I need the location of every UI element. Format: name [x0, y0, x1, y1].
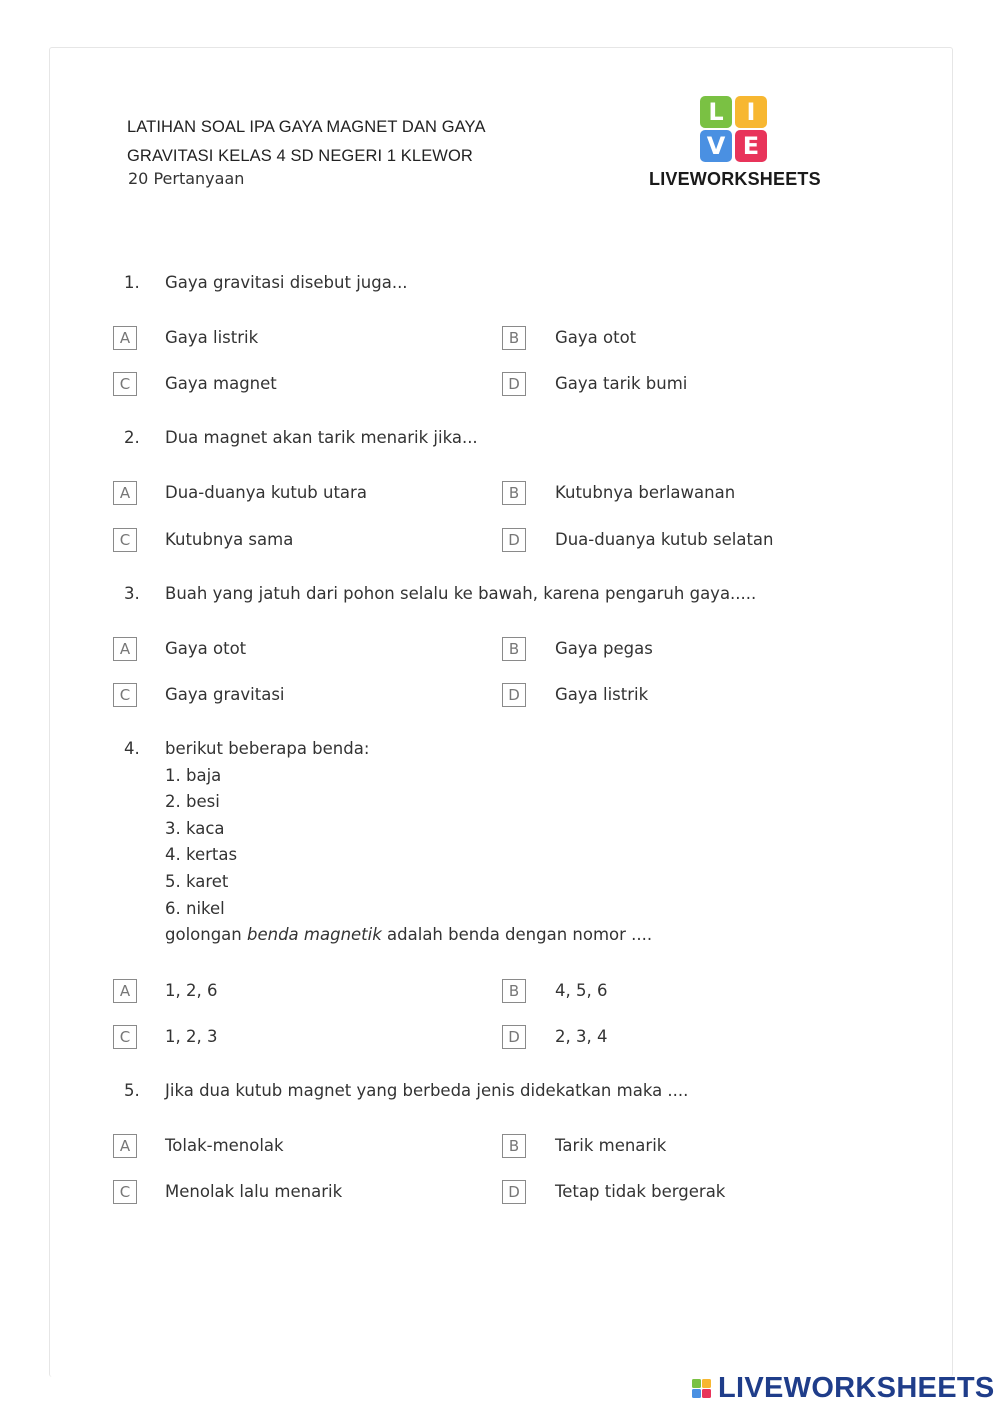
option-b-text[interactable]: Gaya otot — [555, 328, 637, 347]
question-line: 6. nikel — [165, 898, 225, 918]
option-c-text[interactable]: 1, 2, 3 — [165, 1027, 218, 1046]
option-d-text[interactable]: Tetap tidak bergerak — [555, 1182, 726, 1201]
option-d-text[interactable]: Gaya tarik bumi — [555, 374, 688, 393]
footer-brand-logo[interactable] — [692, 1372, 995, 1406]
question-line: 3. kaca — [165, 818, 225, 838]
question-line: 1. baja — [165, 765, 222, 785]
option-b-box[interactable]: B — [502, 637, 526, 661]
logo-tile-i: I — [735, 96, 767, 128]
text-segment: adalah benda dengan nomor .... — [381, 925, 653, 945]
option-b-text[interactable]: Kutubnya berlawanan — [555, 483, 736, 502]
worksheet-page — [49, 47, 953, 1377]
question-text: Jika dua kutub magnet yang berbeda jenis didekatkan maka .... — [165, 1081, 689, 1100]
question-number: 2. — [124, 428, 140, 447]
question-line-final — [165, 922, 652, 949]
question-number: 3. — [124, 584, 140, 603]
question-text: Buah yang jatuh dari pohon selalu ke bawah, karena pengaruh gaya..... — [165, 584, 757, 603]
question-line: 2. besi — [165, 792, 220, 812]
option-d-text[interactable]: Dua-duanya kutub selatan — [555, 530, 774, 549]
footer-logo-tile-icon — [692, 1389, 701, 1398]
option-a-text[interactable]: Tolak-menolak — [165, 1136, 284, 1155]
option-b-box[interactable]: B — [502, 979, 526, 1003]
option-a-box[interactable]: A — [113, 481, 137, 505]
option-a-box[interactable]: A — [113, 326, 137, 350]
option-d-box[interactable]: D — [502, 1025, 526, 1049]
option-d-box[interactable]: D — [502, 683, 526, 707]
logo-tile-e: E — [735, 130, 767, 162]
question-count: 20 Pertanyaan — [128, 169, 245, 188]
option-d-box[interactable]: D — [502, 528, 526, 552]
option-a-text[interactable]: Gaya otot — [165, 639, 247, 658]
text-segment: golongan — [165, 925, 247, 945]
question-line: berikut beberapa benda: — [165, 739, 370, 758]
logo-tile-v: V — [700, 130, 732, 162]
option-a-text[interactable]: Gaya listrik — [165, 328, 259, 347]
option-c-box[interactable]: C — [113, 372, 137, 396]
option-b-box[interactable]: B — [502, 481, 526, 505]
option-b-text[interactable]: 4, 5, 6 — [555, 981, 608, 1000]
footer-logo-tile-icon — [692, 1379, 701, 1388]
option-c-box[interactable]: C — [113, 683, 137, 707]
logo-tile-l: L — [700, 96, 732, 128]
worksheet-title-line-2: GRAVITASI KELAS 4 SD NEGERI 1 KLEWOR — [127, 147, 473, 165]
footer-brand-text: LIVEWORKSHEETS — [718, 1372, 995, 1404]
question-text: Gaya gravitasi disebut juga... — [165, 273, 408, 292]
worksheet-title-line-1: LATIHAN SOAL IPA GAYA MAGNET DAN GAYA — [127, 118, 486, 136]
footer-logo-tile-icon — [702, 1389, 711, 1398]
footer-logo-tile-icon — [702, 1379, 711, 1388]
option-b-box[interactable]: B — [502, 1134, 526, 1158]
option-a-text[interactable]: 1, 2, 6 — [165, 981, 218, 1000]
logo-wordmark: LIVEWORKSHEETS — [649, 169, 821, 189]
question-number: 4. — [124, 739, 140, 758]
question-text: Dua magnet akan tarik menarik jika... — [165, 428, 478, 447]
option-b-text[interactable]: Gaya pegas — [555, 639, 653, 658]
option-c-box[interactable]: C — [113, 1025, 137, 1049]
liveworksheets-logo — [649, 96, 819, 191]
option-a-text[interactable]: Dua-duanya kutub utara — [165, 483, 367, 502]
question-line: 5. karet — [165, 871, 229, 891]
question-line: 4. kertas — [165, 845, 238, 865]
option-a-box[interactable]: A — [113, 979, 137, 1003]
question-number: 5. — [124, 1081, 140, 1100]
option-c-text[interactable]: Gaya magnet — [165, 374, 277, 393]
option-a-box[interactable]: A — [113, 1134, 137, 1158]
option-d-text[interactable]: 2, 3, 4 — [555, 1027, 608, 1046]
option-a-box[interactable]: A — [113, 637, 137, 661]
option-d-text[interactable]: Gaya listrik — [555, 685, 649, 704]
option-c-box[interactable]: C — [113, 528, 137, 552]
option-c-text[interactable]: Kutubnya sama — [165, 530, 294, 549]
question-text-multiline — [165, 736, 652, 949]
option-c-box[interactable]: C — [113, 1180, 137, 1204]
option-c-text[interactable]: Gaya gravitasi — [165, 685, 285, 704]
option-b-box[interactable]: B — [502, 326, 526, 350]
option-d-box[interactable]: D — [502, 1180, 526, 1204]
question-number: 1. — [124, 273, 140, 292]
option-d-box[interactable]: D — [502, 372, 526, 396]
italic-term: benda magnetik — [247, 925, 382, 945]
option-c-text[interactable]: Menolak lalu menarik — [165, 1182, 343, 1201]
option-b-text[interactable]: Tarik menarik — [555, 1136, 667, 1155]
